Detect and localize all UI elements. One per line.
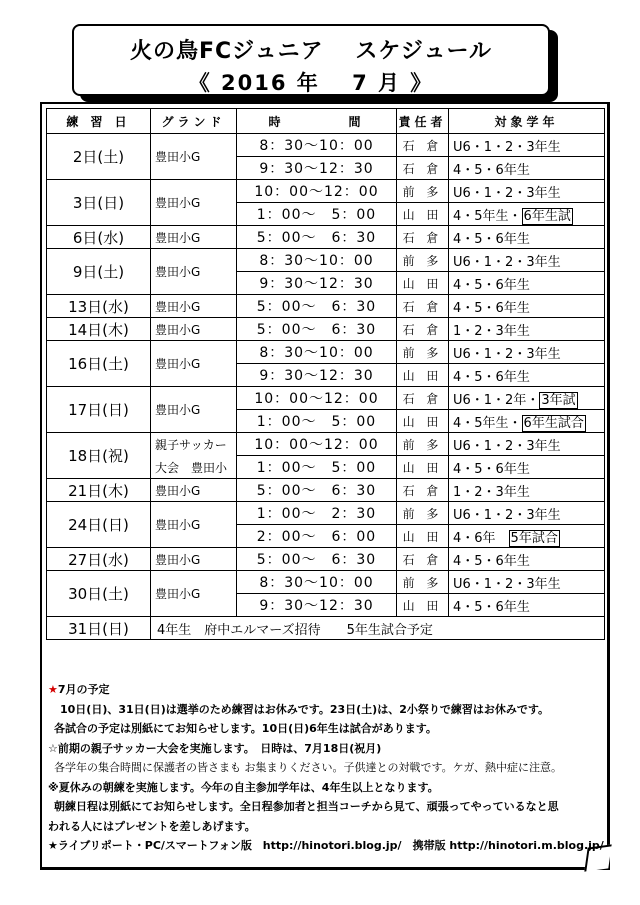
target-cell: [449, 272, 605, 295]
table-row-last: [47, 617, 605, 640]
practice-date: 21日(木): [47, 479, 151, 502]
table-row: [47, 180, 605, 203]
practice-date: 14日(木): [47, 318, 151, 341]
table-row: [47, 387, 605, 410]
header-ground: グランド: [151, 109, 237, 134]
target-text: U6・1・2年・: [453, 392, 540, 408]
time-cell: 5：00〜 6：30: [237, 295, 397, 318]
time-cell: 9：30〜12：30: [237, 594, 397, 617]
ground-name: 親子サッカー: [155, 437, 227, 452]
ground-cell: [151, 134, 237, 180]
lead-cell: 前 多: [397, 180, 449, 203]
ground-name: 豊田小G: [155, 518, 201, 532]
boxed-label: 5年試合: [510, 530, 558, 546]
practice-date: 3日(日): [47, 180, 151, 226]
table-header-row: [47, 109, 605, 134]
practice-date: 17日(日): [47, 387, 151, 433]
ground-cell: [151, 341, 237, 387]
header-date: 練 習 日: [47, 109, 151, 134]
note-line: ☆前期の親子サッカー大会を実施します。 日時は、7月18日(祝月): [48, 741, 382, 755]
lead-cell: 石 倉: [397, 548, 449, 571]
note-line: 朝練日程は別紙にてお知らせします。全日程参加者と担当コーチから見て、頑張ってやっているなと思: [54, 800, 559, 813]
ground-cell: [151, 295, 237, 318]
note-line: ※夏休みの朝練を実施します。今年の自主参加学年は、4年生以上となります。: [48, 780, 439, 794]
time-cell: 5：00〜 6：30: [237, 479, 397, 502]
time-cell: 5：00〜 6：30: [237, 548, 397, 571]
target-cell: [449, 479, 605, 502]
target-cell: [449, 318, 605, 341]
time-cell: 8：30〜10：00: [237, 249, 397, 272]
last-row-note: 4年生 府中エルマーズ招待 5年生試合予定: [151, 617, 605, 640]
ground-name: 豊田小G: [155, 196, 201, 210]
boxed-label: 3年試: [541, 392, 576, 408]
ground-name-line2: 大会 豊田小: [155, 460, 228, 475]
target-cell: [449, 387, 605, 410]
target-text: 4・5・6年生: [453, 553, 530, 569]
target-text: 4・5年生・: [453, 208, 522, 224]
lead-cell: 石 倉: [397, 318, 449, 341]
target-text: U6・1・2・3年生: [453, 576, 561, 592]
lead-cell: 石 倉: [397, 226, 449, 249]
time-cell: 5：00〜 6：30: [237, 226, 397, 249]
target-cell: [449, 341, 605, 364]
target-text: 4・5年生・: [453, 415, 522, 431]
time-cell: 9：30〜12：30: [237, 157, 397, 180]
table-row: [47, 341, 605, 364]
table-row: [47, 433, 605, 456]
table-row: [47, 502, 605, 525]
lead-cell: 前 多: [397, 341, 449, 364]
ground-name: 豊田小G: [155, 403, 201, 417]
practice-date: 24日(日): [47, 502, 151, 548]
ground-cell: [151, 502, 237, 548]
star-icon: ★: [48, 683, 58, 696]
target-text: 4・5・6年生: [453, 277, 530, 293]
time-cell: 8：30〜10：00: [237, 341, 397, 364]
lead-cell: 石 倉: [397, 295, 449, 318]
target-text: 4・5・6年生: [453, 599, 530, 615]
time-cell: 2：00〜 6：00: [237, 525, 397, 548]
target-text: 4・6年: [453, 530, 509, 546]
target-text: U6・1・2・3年生: [453, 346, 561, 362]
lead-cell: 前 多: [397, 433, 449, 456]
target-cell: [449, 571, 605, 594]
target-cell: [449, 525, 605, 548]
ground-name: 豊田小G: [155, 587, 201, 601]
ground-name: 豊田小G: [155, 322, 201, 337]
practice-date: 27日(水): [47, 548, 151, 571]
practice-date: 9日(土): [47, 249, 151, 295]
target-cell: [449, 410, 605, 433]
time-cell: 10：00〜12：00: [237, 387, 397, 410]
time-cell: 1：00〜 5：00: [237, 456, 397, 479]
time-cell: 10：00〜12：00: [237, 180, 397, 203]
target-cell: [449, 226, 605, 249]
time-cell: 1：00〜 5：00: [237, 203, 397, 226]
target-cell: [449, 249, 605, 272]
header-time: 時 間: [237, 109, 397, 134]
lead-cell: 石 倉: [397, 479, 449, 502]
table-row: [47, 548, 605, 571]
target-cell: [449, 594, 605, 617]
table-row: [47, 571, 605, 594]
ground-name: 豊田小G: [155, 483, 201, 498]
time-cell: 9：30〜12：30: [237, 364, 397, 387]
table-row: [47, 295, 605, 318]
practice-date: 16日(土): [47, 341, 151, 387]
time-cell: 8：30〜10：00: [237, 571, 397, 594]
ground-cell: [151, 548, 237, 571]
lead-cell: 前 多: [397, 502, 449, 525]
practice-date: 18日(祝): [47, 433, 151, 479]
time-cell: 8：30〜10：00: [237, 134, 397, 157]
table-row: [47, 479, 605, 502]
target-cell: [449, 548, 605, 571]
title-banner: [72, 24, 550, 96]
lead-cell: 前 多: [397, 249, 449, 272]
target-cell: [449, 203, 605, 226]
practice-date: 13日(水): [47, 295, 151, 318]
lead-cell: 山 田: [397, 272, 449, 295]
target-text: U6・1・2・3年生: [453, 254, 561, 270]
target-cell: [449, 364, 605, 387]
notes-section: [48, 680, 604, 856]
ground-name: 豊田小G: [155, 150, 201, 164]
table-row: [47, 226, 605, 249]
header-target: 対象学年: [449, 109, 605, 134]
lead-cell: 前 多: [397, 571, 449, 594]
time-cell: 1：00〜 5：00: [237, 410, 397, 433]
lead-cell: 石 倉: [397, 387, 449, 410]
time-cell: 9：30〜12：30: [237, 272, 397, 295]
target-text: 4・5・6年生: [453, 300, 530, 316]
ground-cell: [151, 479, 237, 502]
lead-cell: 山 田: [397, 525, 449, 548]
boxed-label: 6年生試合: [523, 415, 584, 431]
target-text: U6・1・2・3年生: [453, 139, 561, 155]
target-text: 4・5・6年生: [453, 162, 530, 178]
table-row: [47, 249, 605, 272]
ground-cell: [151, 249, 237, 295]
lead-cell: 石 倉: [397, 134, 449, 157]
table-row: [47, 318, 605, 341]
lead-cell: 山 田: [397, 410, 449, 433]
notes-heading: ★7月の予定: [48, 683, 110, 696]
ground-cell: [151, 318, 237, 341]
note-line: われる人にはプレゼントを差しあげます。: [48, 819, 256, 833]
lead-cell: 山 田: [397, 203, 449, 226]
ground-name: 豊田小G: [155, 265, 201, 279]
ground-cell: [151, 180, 237, 226]
target-cell: [449, 295, 605, 318]
lead-cell: 山 田: [397, 594, 449, 617]
ground-name: 豊田小G: [155, 299, 201, 314]
target-cell: [449, 433, 605, 456]
boxed-label: 6年生試: [523, 208, 571, 224]
lead-cell: 山 田: [397, 456, 449, 479]
target-cell: [449, 134, 605, 157]
practice-date: 30日(土): [47, 571, 151, 617]
target-text: U6・1・2・3年生: [453, 185, 561, 201]
target-text: 4・5・6年生: [453, 231, 530, 247]
note-line: 各試合の予定は別紙にてお知らせします。10日(日)6年生は試合があります。: [54, 722, 437, 735]
schedule-table: [46, 108, 605, 640]
target-text: 4・5・6年生: [453, 369, 530, 385]
table-row: [47, 134, 605, 157]
ground-name: 豊田小G: [155, 357, 201, 371]
target-cell: [449, 157, 605, 180]
target-text: U6・1・2・3年生: [453, 438, 561, 454]
note-line: ★ライブリポート・PC/スマートフォン版 http://hinotori.blog.jp/ 携帯版 http://hinotori.m.blog.jp/: [48, 839, 604, 852]
month-title: 《 2016 年 7 月 》: [188, 71, 434, 95]
target-text: 4・5・6年生: [453, 461, 530, 477]
practice-date: 6日(水): [47, 226, 151, 249]
time-cell: 5：00〜 6：30: [237, 318, 397, 341]
target-text: U6・1・2・3年生: [453, 507, 561, 523]
practice-date: 31日(日): [47, 617, 151, 640]
ground-cell: [151, 387, 237, 433]
target-cell: [449, 456, 605, 479]
lead-cell: 山 田: [397, 364, 449, 387]
ground-name: 豊田小G: [155, 230, 201, 245]
target-text: 1・2・3年生: [453, 484, 530, 500]
ground-cell: [151, 571, 237, 617]
time-cell: 1：00〜 2：30: [237, 502, 397, 525]
header-lead: 責任者: [397, 109, 449, 134]
ground-name: 豊田小G: [155, 552, 201, 567]
note-line: 10日(日)、31日(日)は選挙のため練習はお休みです。23日(土)は、2小祭りで練習はお休みです。: [60, 702, 549, 716]
target-text: 1・2・3年生: [453, 323, 530, 339]
ground-cell: [151, 226, 237, 249]
practice-date: 2日(土): [47, 134, 151, 180]
target-cell: [449, 180, 605, 203]
page-title: 火の鳥FCジュニア スケジュール: [129, 39, 493, 64]
ground-cell: [151, 433, 237, 479]
note-line: 各学年の集合時間に保護者の皆さまも お集まりください。子供達との対戦です。ケガ、熱中症に注意。: [54, 761, 562, 774]
lead-cell: 石 倉: [397, 157, 449, 180]
time-cell: 10：00〜12：00: [237, 433, 397, 456]
target-cell: [449, 502, 605, 525]
